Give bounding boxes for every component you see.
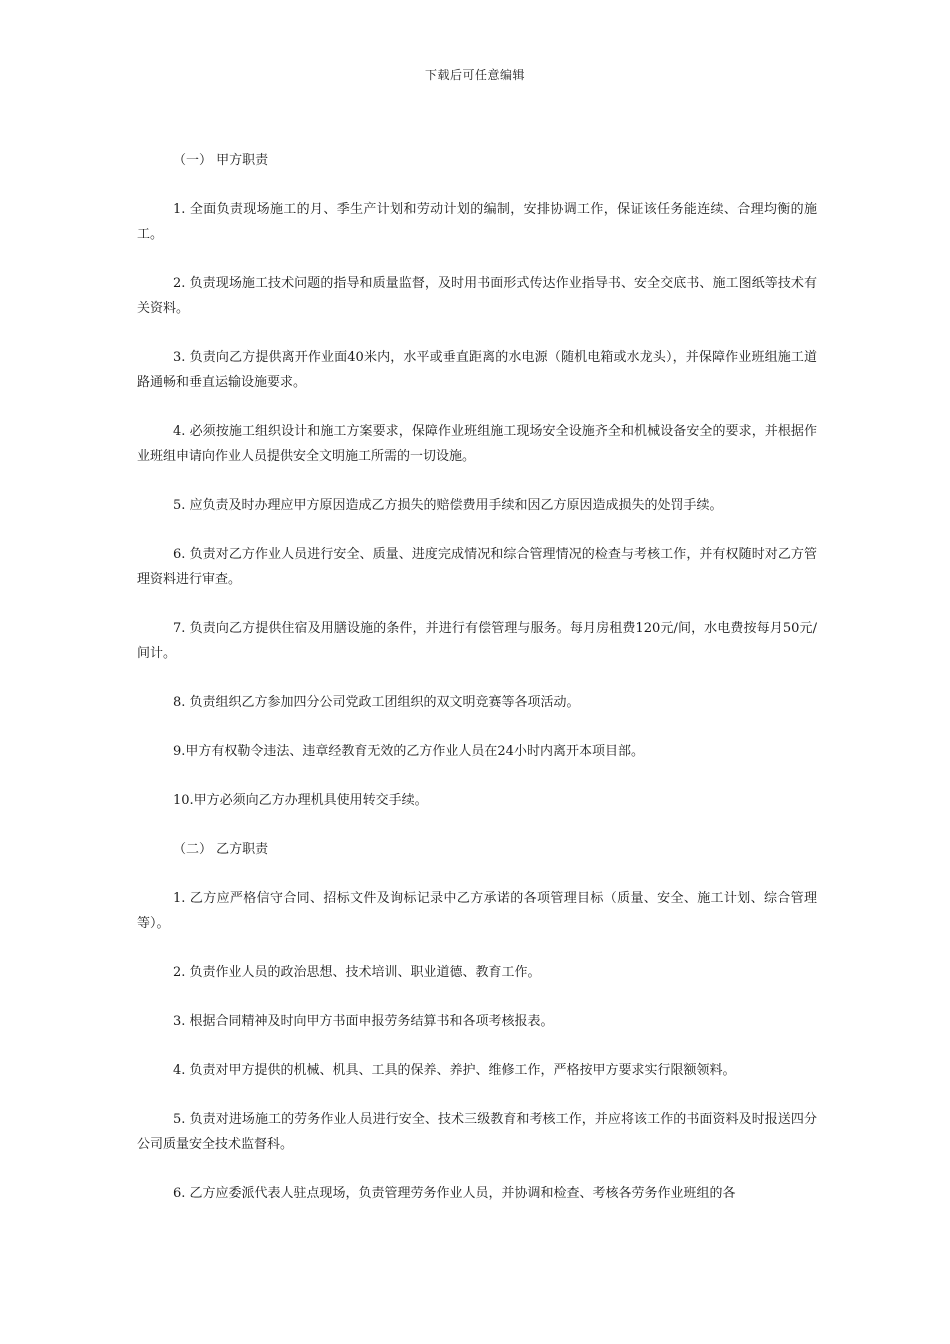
party-b-item-3: 3. 根据合同精神及时向甲方书面申报劳务结算书和各项考核报表。 (173, 1014, 554, 1029)
party-a-item-2: 2. 负责现场施工技术问题的指导和质量监督，及时用书面形式传达作业指导书、安全交底书、施工图纸等技术有关资料。 (137, 276, 817, 316)
page-header: 下载后可任意编辑 (424, 68, 525, 82)
party-a-item-10: 10.甲方必须向乙方办理机具使用转交手续。 (173, 793, 428, 808)
party-b-item-6: 6. 乙方应委派代表人驻点现场，负责管理劳务作业人员，并协调和检查、考核各劳务作业班组的各 (173, 1186, 736, 1201)
party-a-item-1: 1. 全面负责现场施工的月、季生产计划和劳动计划的编制，安排协调工作，保证该任务能连续、合理均衡的施工。 (137, 202, 817, 242)
section-title-party-b: （二） 乙方职责 (173, 842, 269, 857)
party-b-item-1: 1. 乙方应严格信守合同、招标文件及询标记录中乙方承诺的各项管理目标（质量、安全、施工计划、综合管理等）。 (137, 891, 817, 931)
party-a-item-8: 8. 负责组织乙方参加四分公司党政工团组织的双文明竞赛等各项活动。 (173, 695, 580, 710)
party-b-item-2: 2. 负责作业人员的政治思想、技术培训、职业道德、教育工作。 (173, 965, 541, 980)
party-a-item-4: 4. 必须按施工组织设计和施工方案要求，保障作业班组施工现场安全设施齐全和机械设备安全的要求，并根据作业班组申请向作业人员提供安全文明施工所需的一切设施。 (137, 424, 817, 464)
party-b-item-4: 4. 负责对甲方提供的机械、机具、工具的保养、养护、维修工作，严格按甲方要求实行限额领料。 (173, 1063, 736, 1078)
party-a-item-7: 7. 负责向乙方提供住宿及用膳设施的条件，并进行有偿管理与服务。每月房租费120元/间，水电费按每月50元/间计。 (137, 621, 817, 661)
party-a-item-6: 6. 负责对乙方作业人员进行安全、质量、进度完成情况和综合管理情况的检查与考核工作，并有权随时对乙方管理资料进行审查。 (137, 547, 817, 587)
party-b-item-5: 5. 负责对进场施工的劳务作业人员进行安全、技术三级教育和考核工作，并应将该工作的书面资料及时报送四分公司质量安全技术监督科。 (137, 1112, 817, 1152)
party-a-item-3: 3. 负责向乙方提供离开作业面40米内，水平或垂直距离的水电源（随机电箱或水龙头），并保障作业班组施工道路通畅和垂直运输设施要求。 (137, 350, 817, 390)
party-a-item-5: 5. 应负责及时办理应甲方原因造成乙方损失的赔偿费用手续和因乙方原因造成损失的处罚手续。 (173, 498, 723, 513)
section-title-party-a: （一） 甲方职责 (173, 153, 269, 168)
document-body (137, 148, 817, 1230)
party-a-item-9: 9.甲方有权勒令违法、违章经教育无效的乙方作业人员在24小时内离开本项目部。 (173, 744, 644, 759)
